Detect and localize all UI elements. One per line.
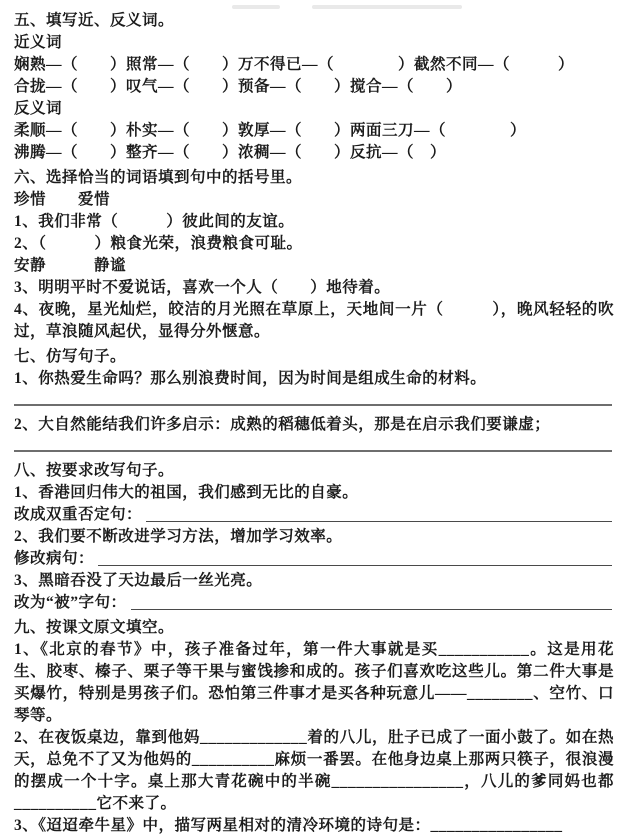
- answer-blank: [146, 507, 612, 522]
- page-top-print-artifact: [232, 5, 280, 9]
- rewrite-prompt-label: 改为“被”字句：: [14, 594, 127, 611]
- rewrite-prompt-label: 改成双重否定句：: [14, 506, 143, 523]
- antonyms-row-1: 柔顺—（ ）朴实—（ ）敦厚—（ ）两面三刀—（ ）: [14, 122, 527, 139]
- question-8-1-rewrite: [14, 504, 614, 526]
- question-8-2: 2、我们要不断改进学习方法，增加学习效率。: [14, 528, 343, 545]
- question-6-3: 3、明明平时不爱说话，喜欢一个人（ ）地待着。: [14, 279, 391, 296]
- antonyms-row-2: 沸腾—（ ）整齐—（ ）浓稠—（ ）反抗—（ ）: [14, 144, 447, 161]
- answer-line: [14, 450, 612, 452]
- question-8-3: 3、黑暗吞没了天边最后一丝光亮。: [14, 572, 263, 589]
- section-8-heading: 八、按要求改写句子。: [14, 462, 175, 479]
- question-7-1: 1、你热爱生命吗？那么别浪费时间，因为时间是组成生命的材料。: [14, 370, 487, 387]
- word-bank-2: 安静 静谧: [14, 257, 127, 274]
- section-7-heading: 七、仿写句子。: [14, 348, 127, 365]
- antonyms-label: 反义词: [14, 100, 63, 117]
- synonyms-label: 近义词: [14, 34, 63, 51]
- question-7-2: 2、大自然能结我们许多启示：成熟的稻穗低着头，那是在启示我们要谦虚；: [14, 416, 551, 433]
- word-bank-1: 珍惜 爱惜: [14, 191, 111, 208]
- question-9-3: 3、《迢迢牵牛星》中，描写两星相对的清冷环境的诗句是：________________: [14, 817, 563, 834]
- section-9-heading: 九、按课文原文填空。: [14, 619, 175, 636]
- question-6-4: 4、夜晚，星光灿烂，皎洁的月光照在草原上，天地间一片（ ），晚风轻轻的吹过，草浪随风起伏，显得分外惬意。: [14, 301, 614, 340]
- question-9-1: 1、《北京的春节》中，孩子准备过年，第一件大事就是买___________。这是用花生、胶枣、榛子、栗子等干果与蜜饯掺和成的。孩子们喜欢吃这些儿。第二件大事是买爆竹，特别是男孩子们。恐怕第三件事才是买各种玩意儿——________、空竹、口琴等。: [14, 641, 614, 724]
- question-9-2: 2、在夜饭桌边，靠到他妈_____________着的八儿，肚子已成了一面小鼓了。如在热天，总免不了又为他妈的__________麻烦一番罢。在他身边桌上那两只筷子，很浪漫的摆成一个十字。桌上那大青花碗中的半碗________________，八儿的爹同妈也都__________它不来了。: [14, 729, 614, 812]
- question-8-1: 1、香港回归伟大的祖国，我们感到无比的自豪。: [14, 484, 359, 501]
- question-6-2: 2、（ ）粮食光荣，浪费粮食可耻。: [14, 235, 303, 252]
- section-6-heading: 六、选择恰当的词语填到句中的括号里。: [14, 169, 303, 186]
- rewrite-prompt-label: 修改病句：: [14, 550, 95, 567]
- question-8-3-rewrite: [14, 592, 614, 614]
- answer-blank: [98, 551, 612, 566]
- answer-blank: [131, 595, 612, 610]
- answer-line: [14, 404, 612, 406]
- question-6-1: 1、我们非常（ ）彼此间的友谊。: [14, 213, 295, 230]
- page-top-print-artifact: [312, 5, 462, 9]
- question-8-2-rewrite: [14, 548, 614, 570]
- synonyms-row-1: 娴熟—（ ）照常—（ ）万不得已—（ ）截然不同—（ ）: [14, 56, 575, 73]
- synonyms-row-2: 合拢—（ ）叹气—（ ）预备—（ ）搅合—（ ）: [14, 78, 463, 95]
- section-5-heading: 五、填写近、反义词。: [14, 12, 175, 29]
